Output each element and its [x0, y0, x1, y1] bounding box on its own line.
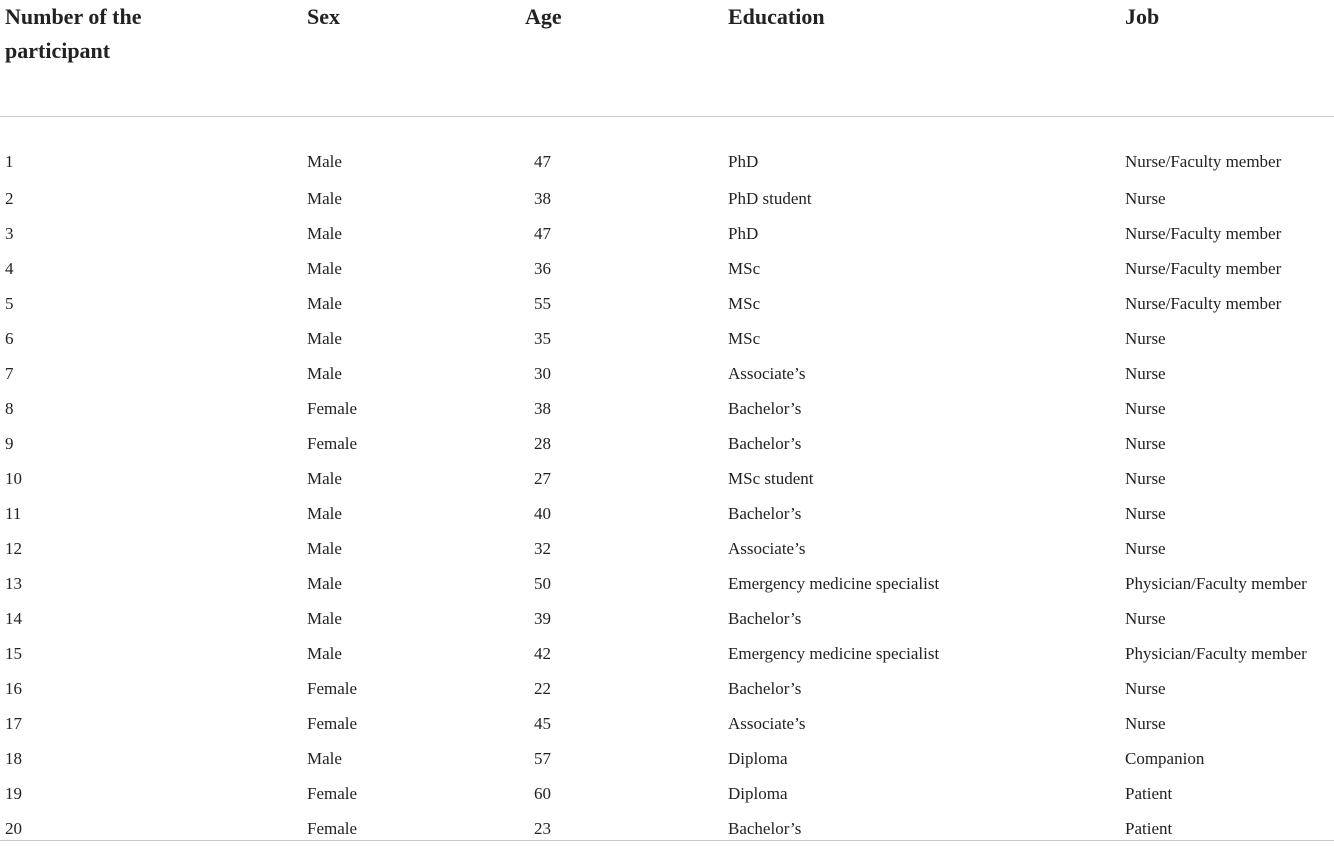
cell-education: Emergency medicine specialist: [728, 643, 940, 663]
cell-education: MSc student: [728, 468, 814, 488]
cell-education: Associate’s: [728, 363, 806, 383]
cell-number: 16: [5, 678, 22, 698]
cell-job: Nurse/Faculty member: [1125, 258, 1282, 278]
cell-job: Nurse/Faculty member: [1125, 293, 1282, 313]
cell-sex: Female: [307, 678, 358, 698]
cell-job: Nurse: [1125, 608, 1166, 628]
header-row: [0, 0, 1334, 116]
cell-education: Bachelor’s: [728, 678, 802, 698]
cell-job: Physician/Faculty member: [1125, 573, 1307, 593]
cell-job: Nurse: [1125, 433, 1166, 453]
table-row: [0, 601, 1334, 636]
cell-number: 11: [5, 503, 22, 523]
cell-age: 23: [534, 818, 551, 838]
cell-sex: Male: [307, 503, 342, 523]
table-row: [0, 636, 1334, 671]
table-row: [0, 286, 1334, 321]
cell-education: Bachelor’s: [728, 608, 802, 628]
cell-age: 30: [534, 363, 551, 383]
cell-number: 6: [5, 328, 14, 348]
cell-sex: Male: [307, 468, 342, 488]
cell-age: 27: [534, 468, 551, 488]
cell-age: 50: [534, 573, 551, 593]
cell-sex: Male: [307, 328, 342, 348]
cell-age: 38: [534, 398, 551, 418]
cell-education: Bachelor’s: [728, 433, 802, 453]
cell-education: Associate’s: [728, 538, 806, 558]
cell-job: Nurse: [1125, 538, 1166, 558]
cell-number: 8: [5, 398, 14, 418]
cell-age: 60: [534, 783, 551, 803]
table-row: [0, 461, 1334, 496]
table-body: [0, 116, 1334, 846]
cell-education: Diploma: [728, 783, 788, 803]
cell-number: 18: [5, 748, 22, 768]
cell-number: 7: [5, 363, 14, 383]
cell-job: Nurse: [1125, 503, 1166, 523]
table-row: [0, 426, 1334, 461]
cell-sex: Male: [307, 151, 342, 171]
cell-number: 17: [5, 713, 22, 733]
cell-education: PhD: [728, 223, 759, 243]
cell-age: 57: [534, 748, 551, 768]
cell-sex: Female: [307, 433, 358, 453]
cell-age: 39: [534, 608, 551, 628]
table-row: [0, 181, 1334, 216]
cell-age: 47: [534, 223, 551, 243]
cell-job: Nurse: [1125, 328, 1166, 348]
cell-age: 28: [534, 433, 551, 453]
table-row: [0, 566, 1334, 601]
cell-number: 20: [5, 818, 22, 838]
cell-sex: Male: [307, 258, 342, 278]
table-row: [0, 671, 1334, 706]
table-row: [0, 531, 1334, 566]
cell-sex: Male: [307, 363, 342, 383]
cell-job: Nurse: [1125, 678, 1166, 698]
cell-sex: Male: [307, 293, 342, 313]
cell-job: Nurse: [1125, 188, 1166, 208]
table-row: [0, 116, 1334, 181]
cell-job: Nurse/Faculty member: [1125, 151, 1282, 171]
table-row: [0, 391, 1334, 426]
cell-job: Nurse: [1125, 713, 1166, 733]
cell-education: MSc: [728, 258, 761, 278]
cell-age: 35: [534, 328, 551, 348]
cell-number: 13: [5, 573, 22, 593]
cell-job: Nurse: [1125, 363, 1166, 383]
cell-number: 5: [5, 293, 14, 313]
cell-age: 36: [534, 258, 551, 278]
cell-age: 38: [534, 188, 551, 208]
table-row: [0, 741, 1334, 776]
cell-sex: Male: [307, 573, 342, 593]
cell-number: 19: [5, 783, 22, 803]
cell-education: MSc: [728, 328, 761, 348]
cell-education: PhD student: [728, 188, 812, 208]
cell-job: Patient: [1125, 783, 1173, 803]
cell-age: 47: [534, 151, 551, 171]
cell-number: 2: [5, 188, 14, 208]
cell-job: Patient: [1125, 818, 1173, 838]
table-row: [0, 216, 1334, 251]
cell-sex: Male: [307, 223, 342, 243]
cell-age: 55: [534, 293, 551, 313]
table-row: [0, 496, 1334, 531]
cell-age: 22: [534, 678, 551, 698]
table-row: [0, 356, 1334, 391]
cell-sex: Male: [307, 538, 342, 558]
cell-education: Emergency medicine specialist: [728, 573, 940, 593]
cell-sex: Female: [307, 783, 358, 803]
cell-job: Physician/Faculty member: [1125, 643, 1307, 663]
cell-sex: Female: [307, 713, 358, 733]
cell-education: Bachelor’s: [728, 503, 802, 523]
cell-job: Companion: [1125, 748, 1205, 768]
cell-age: 32: [534, 538, 551, 558]
table-row: [0, 706, 1334, 741]
cell-education: PhD: [728, 151, 759, 171]
cell-sex: Male: [307, 748, 342, 768]
header-sex: Sex: [302, 0, 521, 116]
cell-sex: Male: [307, 643, 342, 663]
cell-number: 4: [5, 258, 14, 278]
header-job: Job: [1120, 0, 1334, 116]
cell-sex: Male: [307, 188, 342, 208]
cell-job: Nurse: [1125, 398, 1166, 418]
header-education: Education: [723, 0, 1120, 116]
cell-sex: Male: [307, 608, 342, 628]
header-age: Age: [521, 0, 723, 116]
header-number-of-participant: Number of the participant: [0, 0, 302, 116]
cell-education: Bachelor’s: [728, 818, 802, 838]
cell-sex: Female: [307, 398, 358, 418]
table-row: [0, 321, 1334, 356]
cell-number: 10: [5, 468, 22, 488]
cell-number: 3: [5, 223, 14, 243]
cell-education: Bachelor’s: [728, 398, 802, 418]
cell-age: 40: [534, 503, 551, 523]
cell-job: Nurse: [1125, 468, 1166, 488]
cell-sex: Female: [307, 818, 358, 838]
cell-education: Diploma: [728, 748, 788, 768]
cell-number: 15: [5, 643, 22, 663]
cell-number: 1: [5, 151, 14, 171]
cell-number: 9: [5, 433, 14, 453]
table-header: [0, 0, 1334, 116]
cell-education: Associate’s: [728, 713, 806, 733]
cell-job: Nurse/Faculty member: [1125, 223, 1282, 243]
table-row: [0, 251, 1334, 286]
table-row: [0, 776, 1334, 811]
cell-number: 12: [5, 538, 22, 558]
cell-age: 42: [534, 643, 551, 663]
cell-age: 45: [534, 713, 551, 733]
table-bottom-rule: [0, 840, 1334, 841]
cell-number: 14: [5, 608, 22, 628]
cell-education: MSc: [728, 293, 761, 313]
